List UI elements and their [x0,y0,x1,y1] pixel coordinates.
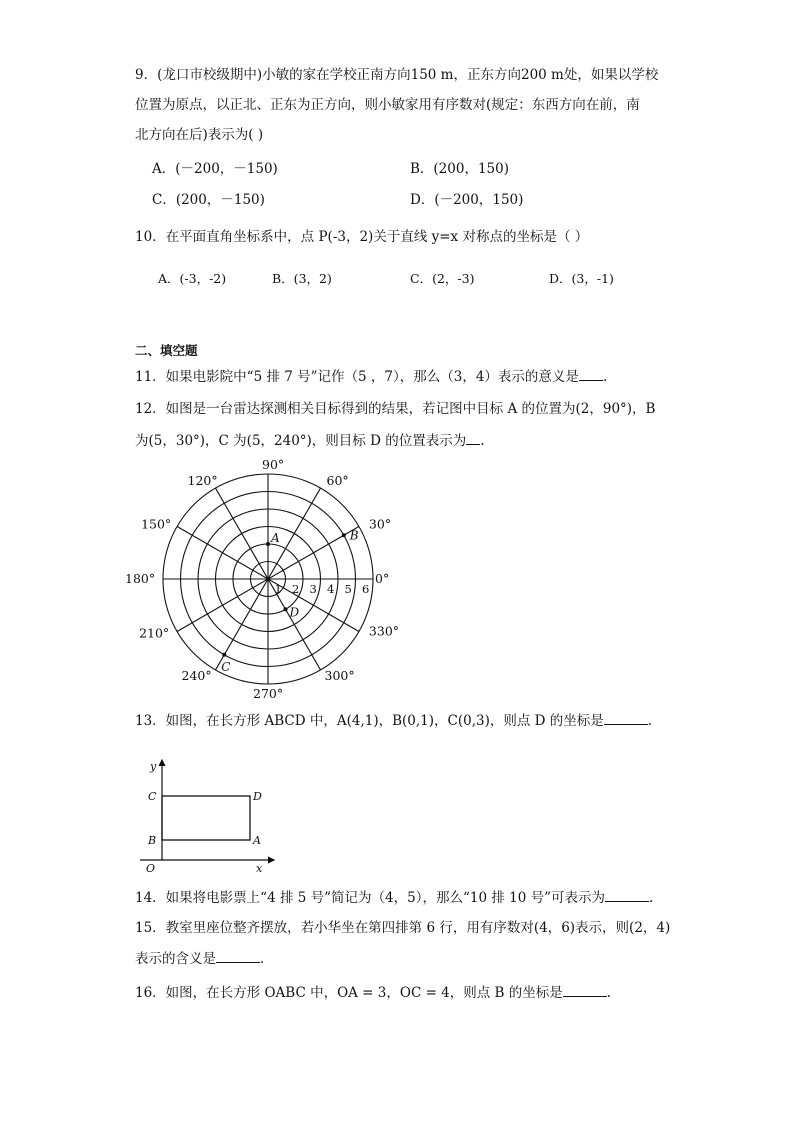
q9-option-d: D．(－200，150) [410,192,524,208]
radar-angle-label-270: 270° [253,686,284,701]
q12-answer-blank[interactable] [466,432,480,445]
rectangle-figure [140,754,280,876]
radar-ring-label-3: 3 [309,582,317,596]
radar-ring-label-6: 6 [362,582,370,596]
q14 [135,889,653,907]
q11-end: . [602,369,608,385]
radar-point-label-d: D [289,605,300,620]
radar-points [221,528,359,674]
q12-line1: 12．如图是一台雷达探测相关目标得到的结果，若记图中目标 A 的位置为(2，90°)，B [135,401,656,417]
q16-end: . [606,985,612,1001]
q14-text: 14．如果将电影票上“4 排 5 号”简记为（4，5），那么“10 排 10 号”可表示为 [135,890,605,906]
radar-angle-label-210: 210° [139,625,170,641]
q13-answer-blank[interactable] [604,712,648,725]
radar-angle-label-30: 30° [368,516,392,532]
radar-point-d [284,607,288,611]
radar-ring-label-4: 4 [327,582,335,596]
radar-point-label-c: C [221,659,231,674]
q10-option-c: C．(2，-3) [410,271,475,286]
q9-option-a: A．(－200，－150) [152,161,278,177]
q14-answer-blank[interactable] [605,889,649,902]
q15-end: . [260,951,265,967]
q12-line2 [135,432,485,450]
q12-line2-text: 为(5，30°)，C 为(5，240°)，则目标 D 的位置表示为 [135,433,467,449]
q9-option-b: B．(200，150) [410,161,509,177]
q11-text: 11．如果电影院中“5 排 7 号”记作（5 ，7），那么（3，4）表示的意义是 [135,369,579,385]
q14-end: . [649,890,654,906]
radar-ring-label-2: 2 [292,582,300,596]
q15-line1: 15．教室里座位整齐摆放，若小华坐在第四排第 6 行，用有序数对(4，6)表示，则(2，4) [135,920,671,936]
radar-angle-label-180: 180° [125,571,156,586]
q13-end: . [647,713,653,729]
vertex-c-label: C [148,790,157,803]
q11-answer-blank[interactable] [579,368,603,381]
q15-line2 [135,950,264,968]
q16-answer-blank[interactable] [563,984,607,997]
radar-ring-label-1: 1 [274,582,282,596]
origin-label: O [146,862,156,875]
radar-angle-label-90: 90° [262,457,285,472]
radar-point-a [266,542,270,546]
q9-line2: 位置为原点，以正北、正东为正方向，则小敏家用有序数对(规定：东西方向在前，南 [135,97,640,113]
q15-answer-blank[interactable] [216,950,260,963]
radar-figure [125,457,410,701]
q9-option-c: C．(200，－150) [152,192,265,208]
radar-angle-label-300: 300° [324,667,355,683]
q16-text: 16．如图，在长方形 OABC 中，OA = 3，OC = 4，则点 B 的坐标是 [135,985,563,1001]
q12-end: . [480,433,485,449]
section-title-fill-in: 二、填空题 [135,343,198,358]
vertex-a-label: A [253,834,261,847]
y-axis-label: y [150,760,157,773]
q11 [135,368,607,386]
q9-line1: 9．(龙口市校级期中)小敏的家在学校正南方向150 m，正东方向200 m处，如果以学校 [135,67,659,83]
q10-stem: 10．在平面直角坐标系中，点 P(-3，2)关于直线 y=x 对称点的坐标是（ ） [135,229,589,245]
q10-option-d: D．(3，-1) [549,271,614,286]
radar-angle-label-330: 330° [368,623,400,639]
radar-ring-label-5: 5 [344,582,352,596]
radar-point-label-b: B [349,528,359,543]
radar-angle-label-150: 150° [141,516,172,532]
q9-line3: 北方向在后)表示为( ) [135,127,264,143]
q13-text: 13．如图，在长方形 ABCD 中，A(4,1)，B(0,1)，C(0,3)，则点 D 的坐标是 [135,713,604,729]
x-axis-label: x [256,862,263,875]
q13 [135,712,652,730]
rectangle-abcd [162,796,250,840]
radar-angle-label-240: 240° [181,667,212,683]
radar-angle-label-120: 120° [187,473,218,489]
q15-line2-text: 表示的含义是 [135,951,216,967]
q16 [135,984,611,1002]
radar-spokes [163,474,373,684]
q10-option-b: B．(3，2) [272,271,332,286]
vertex-b-label: B [148,834,157,847]
radar-angle-label-0: 0° [375,571,390,586]
radar-point-label-a: A [271,531,280,545]
vertex-d-label: D [253,790,262,803]
radar-angle-label-60: 60° [326,473,349,489]
q10-option-a: A．(-3，-2) [158,271,227,286]
radar-point-b [342,533,346,537]
radar-point-c [222,653,226,657]
